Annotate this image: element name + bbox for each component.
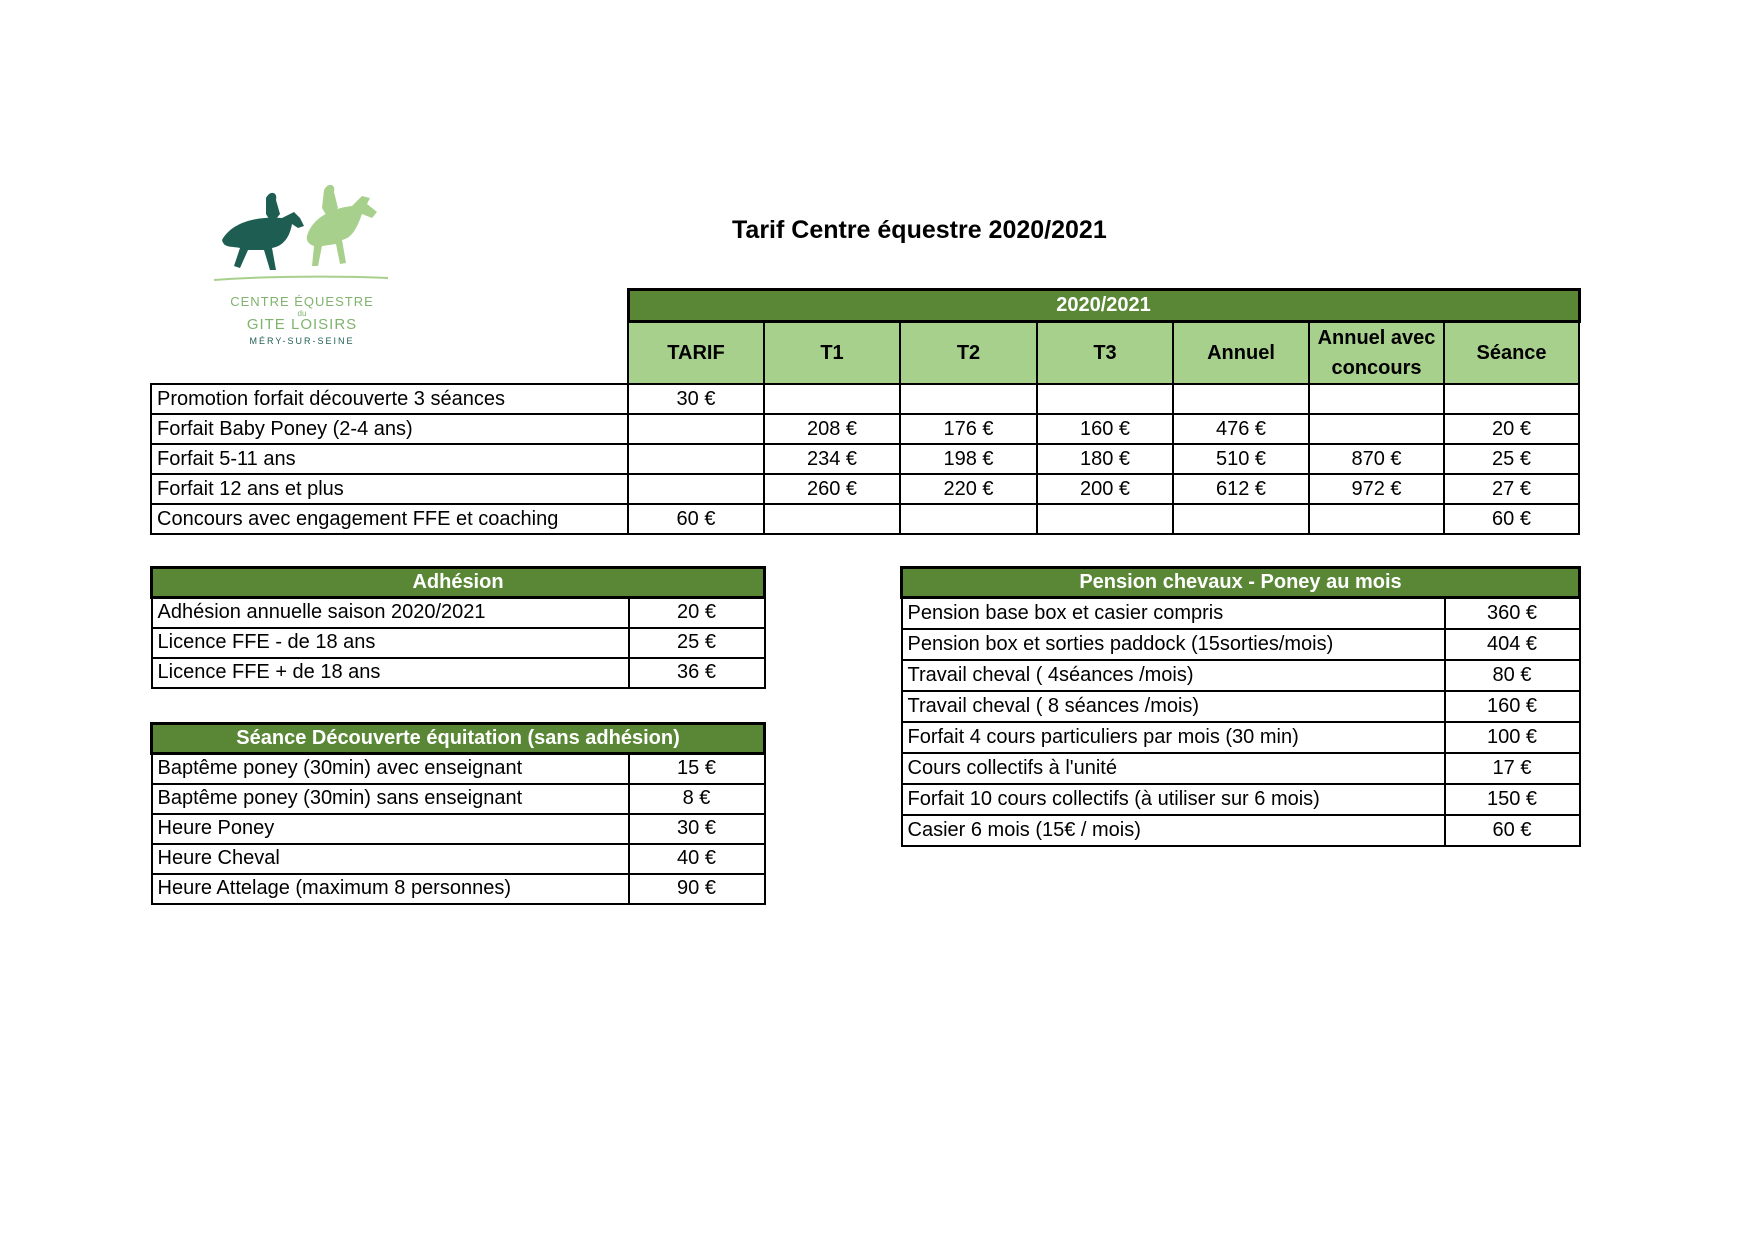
table-row <box>902 815 1580 846</box>
column-header-tarif: TARIF <box>628 322 764 385</box>
price-cell: 160 € <box>1037 414 1173 444</box>
price-cell <box>1037 384 1173 414</box>
price-cell: 30 € <box>629 814 765 844</box>
row-label: Heure Attelage (maximum 8 personnes) <box>152 874 629 904</box>
price-cell: 220 € <box>900 474 1037 504</box>
table-row <box>902 598 1580 629</box>
price-cell <box>628 414 764 444</box>
table-row <box>152 844 765 874</box>
row-label: Forfait 5-11 ans <box>151 444 628 474</box>
row-label: Forfait 12 ans et plus <box>151 474 628 504</box>
price-cell: 27 € <box>1444 474 1579 504</box>
price-cell: 80 € <box>1445 660 1580 691</box>
price-cell: 90 € <box>629 874 765 904</box>
price-cell <box>900 384 1037 414</box>
price-cell: 972 € <box>1309 474 1444 504</box>
price-cell <box>1444 384 1579 414</box>
price-cell: 510 € <box>1173 444 1309 474</box>
row-label: Pension base box et casier compris <box>902 598 1445 629</box>
row-label: Baptême poney (30min) avec enseignant <box>152 754 629 784</box>
price-cell <box>1309 384 1444 414</box>
tariff-table-header: 2020/2021 <box>628 290 1579 322</box>
decouverte-table <box>150 722 766 905</box>
adhesion-table <box>150 566 766 689</box>
decouverte-header: Séance Découverte équitation (sans adhésion) <box>152 724 765 754</box>
price-cell: 20 € <box>1444 414 1579 444</box>
pension-table <box>900 566 1581 847</box>
row-label: Licence FFE + de 18 ans <box>152 658 629 688</box>
price-cell <box>1309 414 1444 444</box>
price-cell <box>764 384 900 414</box>
tariff-table <box>150 288 1581 535</box>
table-row <box>152 874 765 904</box>
table-row <box>152 814 765 844</box>
price-cell <box>628 444 764 474</box>
price-cell: 176 € <box>900 414 1037 444</box>
price-cell: 612 € <box>1173 474 1309 504</box>
table-row <box>152 784 765 814</box>
price-cell: 17 € <box>1445 753 1580 784</box>
table-row <box>151 384 1579 414</box>
price-cell: 8 € <box>629 784 765 814</box>
table-row <box>902 722 1580 753</box>
column-header-seance: Séance <box>1444 322 1579 385</box>
price-cell: 15 € <box>629 754 765 784</box>
price-cell: 36 € <box>629 658 765 688</box>
price-cell <box>1173 504 1309 534</box>
price-cell: 160 € <box>1445 691 1580 722</box>
logo-line1: CENTRE ÉQUESTRE <box>230 294 374 309</box>
tariff-column-headers <box>151 322 1579 385</box>
price-cell: 25 € <box>1444 444 1579 474</box>
row-label: Pension box et sorties paddock (15sorties/mois) <box>902 629 1445 660</box>
column-header-annuel: Annuel <box>1173 322 1309 385</box>
price-cell: 476 € <box>1173 414 1309 444</box>
price-cell: 200 € <box>1037 474 1173 504</box>
table-row <box>902 660 1580 691</box>
price-cell: 870 € <box>1309 444 1444 474</box>
logo-line3: GITE LOISIRS <box>246 316 358 333</box>
price-cell: 60 € <box>1444 504 1579 534</box>
pension-header: Pension chevaux - Poney au mois <box>902 568 1580 598</box>
row-label: Casier 6 mois (15€ / mois) <box>902 815 1445 846</box>
price-cell: 60 € <box>1445 815 1580 846</box>
price-cell <box>1037 504 1173 534</box>
row-label: Concours avec engagement FFE et coaching <box>151 504 628 534</box>
price-cell: 404 € <box>1445 629 1580 660</box>
table-row <box>152 628 765 658</box>
row-label: Adhésion annuelle saison 2020/2021 <box>152 598 629 628</box>
row-label: Forfait 4 cours particuliers par mois (30 min) <box>902 722 1445 753</box>
column-header-t3: T3 <box>1037 322 1173 385</box>
column-header-t2: T2 <box>900 322 1037 385</box>
price-cell <box>1173 384 1309 414</box>
row-label: Heure Cheval <box>152 844 629 874</box>
table-row <box>152 598 765 628</box>
price-cell: 40 € <box>629 844 765 874</box>
price-cell <box>1309 504 1444 534</box>
table-row <box>151 444 1579 474</box>
table-row <box>152 754 765 784</box>
price-cell: 25 € <box>629 628 765 658</box>
table-row <box>151 414 1579 444</box>
row-label: Licence FFE - de 18 ans <box>152 628 629 658</box>
column-header-t1: T1 <box>764 322 900 385</box>
price-cell: 260 € <box>764 474 900 504</box>
row-label: Forfait 10 cours collectifs (à utiliser sur 6 mois) <box>902 784 1445 815</box>
price-cell <box>900 504 1037 534</box>
price-cell <box>628 474 764 504</box>
table-row <box>151 504 1579 534</box>
row-label: Promotion forfait découverte 3 séances <box>151 384 628 414</box>
price-cell: 234 € <box>764 444 900 474</box>
column-header-annuel-concours: Annuel avec concours <box>1309 322 1444 385</box>
price-cell: 30 € <box>628 384 764 414</box>
row-label: Travail cheval ( 4séances /mois) <box>902 660 1445 691</box>
table-row <box>902 784 1580 815</box>
table-row <box>902 691 1580 722</box>
price-cell: 360 € <box>1445 598 1580 629</box>
price-cell: 180 € <box>1037 444 1173 474</box>
logo-line4: MÉRY-SUR-SEINE <box>249 336 355 346</box>
row-label: Heure Poney <box>152 814 629 844</box>
row-label: Forfait Baby Poney (2-4 ans) <box>151 414 628 444</box>
price-cell: 208 € <box>764 414 900 444</box>
row-label: Travail cheval ( 8 séances /mois) <box>902 691 1445 722</box>
price-cell: 60 € <box>628 504 764 534</box>
price-cell: 100 € <box>1445 722 1580 753</box>
price-cell: 150 € <box>1445 784 1580 815</box>
adhesion-header: Adhésion <box>152 568 765 598</box>
table-row <box>902 629 1580 660</box>
price-cell <box>764 504 900 534</box>
page-title: Tarif Centre équestre 2020/2021 <box>732 216 1107 244</box>
price-cell: 20 € <box>629 598 765 628</box>
price-cell: 198 € <box>900 444 1037 474</box>
row-label: Cours collectifs à l'unité <box>902 753 1445 784</box>
logo-line2: du <box>297 309 307 318</box>
table-row <box>902 753 1580 784</box>
horse-riders-logo-icon <box>212 178 392 288</box>
table-row <box>152 658 765 688</box>
row-label: Baptême poney (30min) sans enseignant <box>152 784 629 814</box>
table-row <box>151 474 1579 504</box>
